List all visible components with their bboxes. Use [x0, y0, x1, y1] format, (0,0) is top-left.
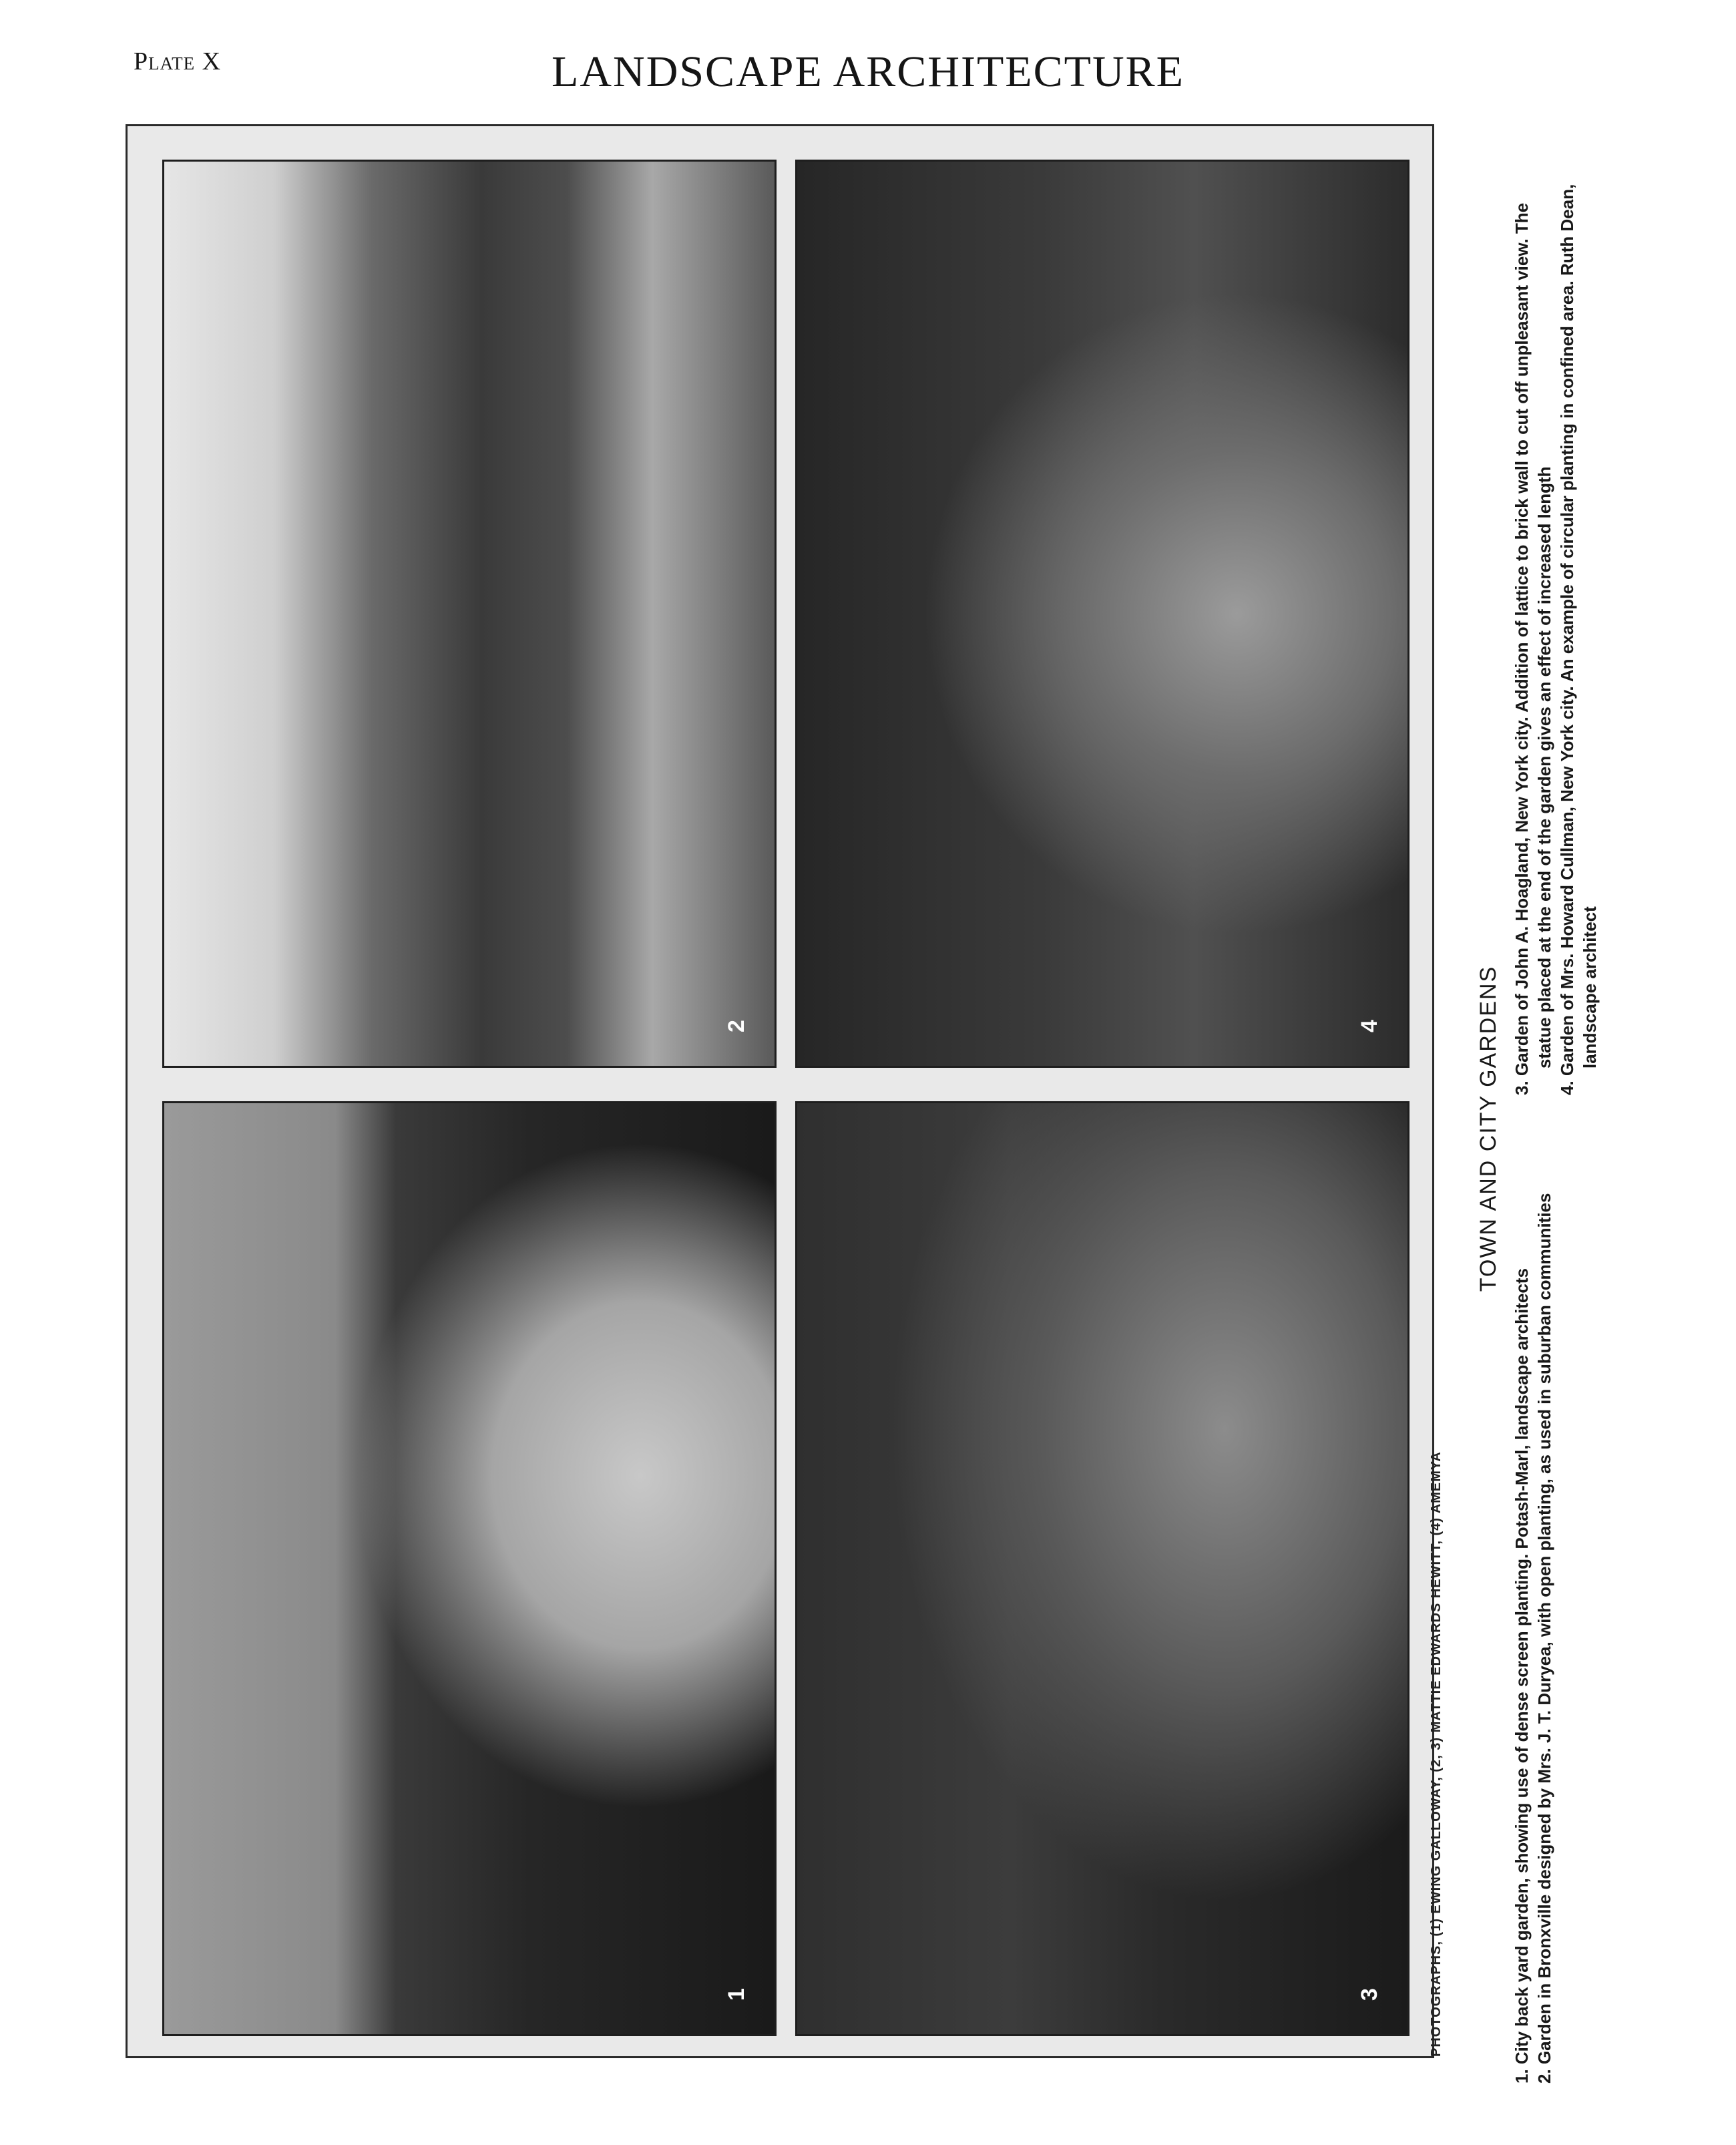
photo-3: [795, 1101, 1409, 2036]
photo-4: [795, 160, 1409, 1068]
page-title: LANDSCAPE ARCHITECTURE: [552, 47, 1184, 96]
plate-label: Plate X: [134, 47, 222, 75]
photo-frame: [126, 124, 1434, 2058]
photo-1: [162, 1101, 777, 2036]
photo-number-2: 2: [723, 1020, 749, 1032]
photo-number-4: 4: [1356, 1020, 1382, 1032]
caption-block: [1476, 160, 1600, 2097]
caption-column-right: [1510, 147, 1601, 1095]
caption-item-1: 1. City back yard garden, showing use of dense screen planting. Potash-Marl, landscape architects: [1512, 1268, 1532, 2084]
caption-item-3: 3. Garden of John A. Hoagland, New York city. Addition of lattice to brick wall to cut off unpleasant view. The statue placed at the end of the garden gives an effect of increased length: [1512, 202, 1554, 1095]
caption-column-left: [1510, 1135, 1556, 2084]
photo-credit: PHOTOGRAPHS, (1) EWING GALLOWAY, (2, 3) MATTIE EDWARDS HEWITT, (4) AMEMYA: [1429, 1451, 1444, 2057]
caption-item-2: 2. Garden in Bronxville designed by Mrs. J. T. Duryea, with open planting, as used in suburban communities: [1534, 1193, 1554, 2084]
photo-number-1: 1: [723, 1988, 749, 2001]
photo-number-3: 3: [1356, 1988, 1382, 2001]
caption-item-4: 4. Garden of Mrs. Howard Cullman, New York city. An example of circular planting in confined area. Ruth Dean, landscape architect: [1557, 184, 1600, 1095]
photo-2: [162, 160, 777, 1068]
caption-title: TOWN AND CITY GARDENS: [1476, 965, 1501, 1292]
